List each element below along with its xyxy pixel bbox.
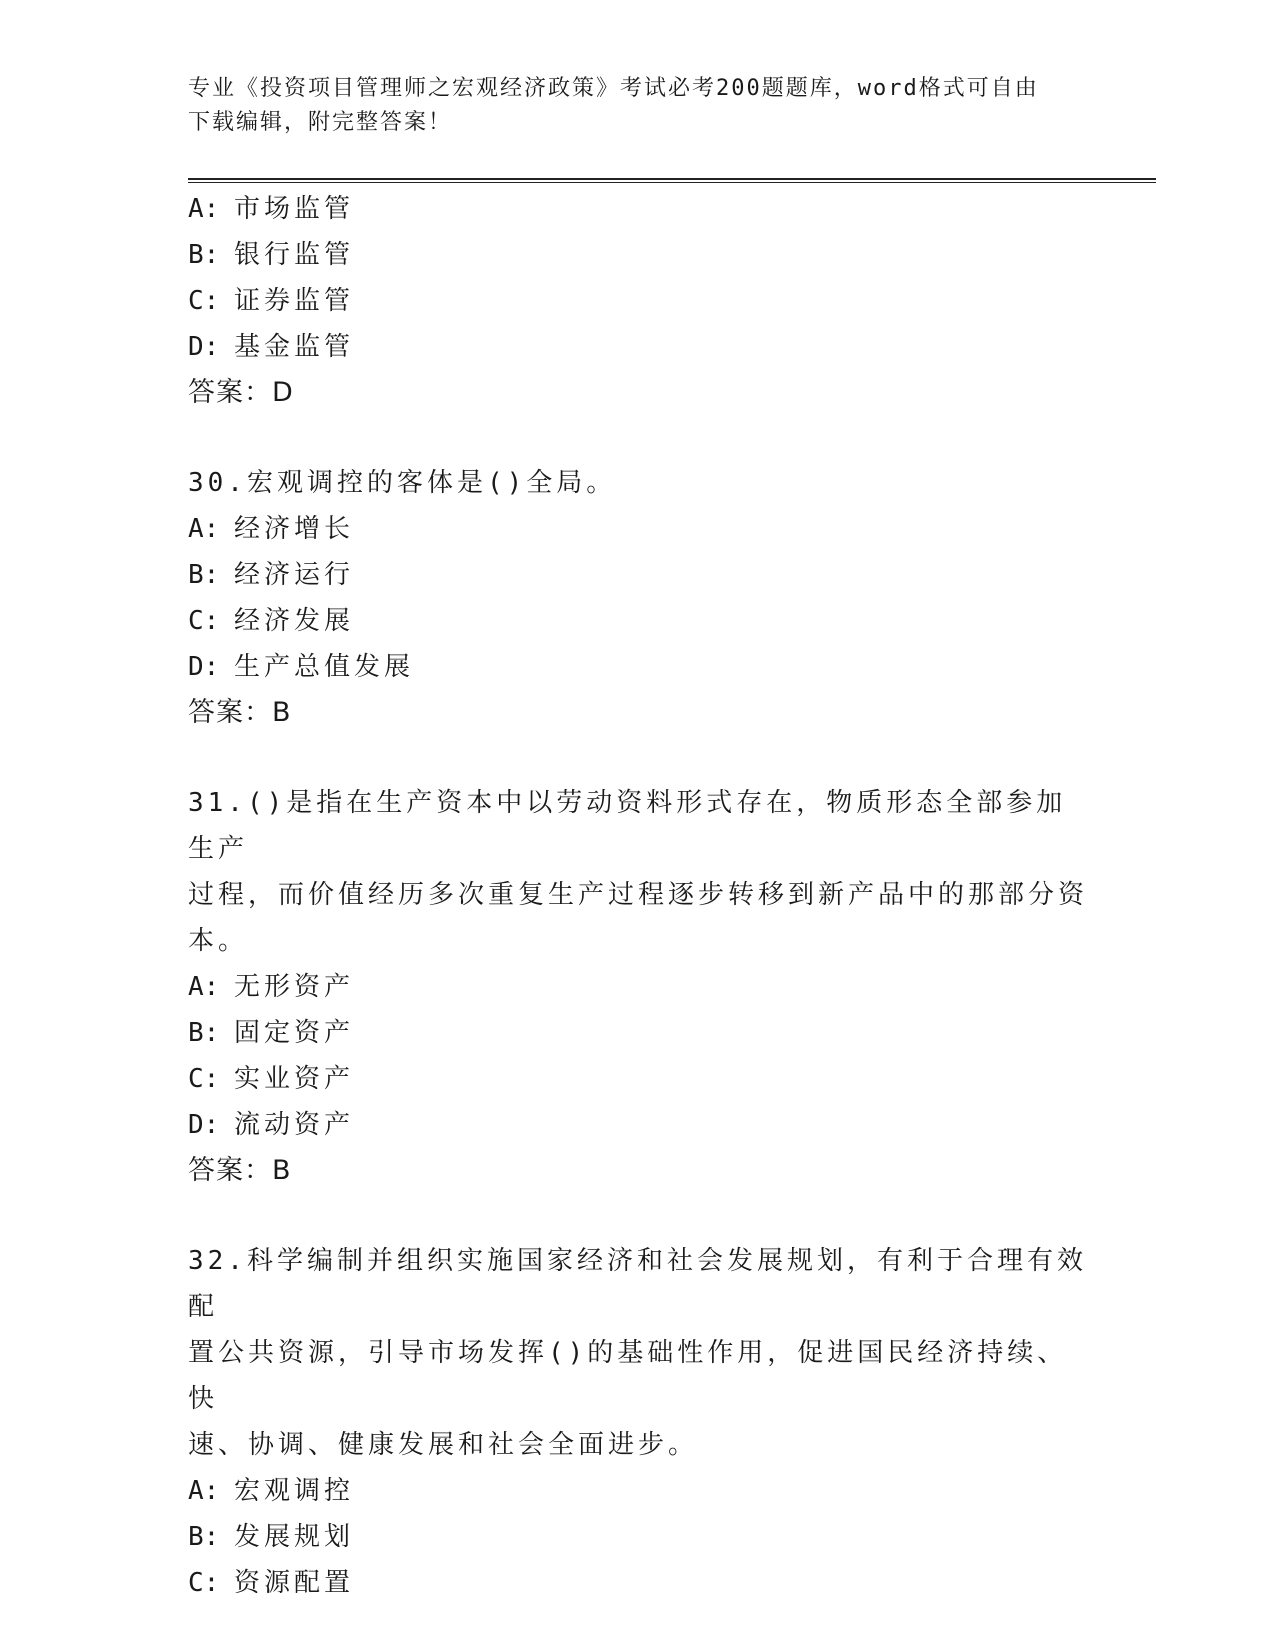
option-letter: B: [188,240,220,270]
stem-line: 速、协调、健康发展和社会全面进步。 [188,1430,699,1460]
answer: 答案：D [188,377,294,408]
question-29 [188,186,1088,416]
option-text: 生产总值发展 [234,652,415,682]
stem-line: 本。 [188,926,249,956]
option-text: 流动资产 [234,1110,355,1140]
question-stem [188,1238,1088,1468]
spacer [188,736,1088,780]
header-divider [188,178,1156,183]
option-a [188,186,1088,232]
option-letter: A: [188,972,220,1002]
option-b [188,232,1088,278]
option-text: 资源配置 [234,1568,355,1598]
option-text: 经济运行 [234,560,355,590]
answer: 答案：B [188,1155,292,1186]
option-text: 经济发展 [234,606,355,636]
option-letter: B: [188,1522,220,1552]
stem-line: 32.科学编制并组织实施国家经济和社会发展规划，有利于合理有效配 [188,1246,1087,1322]
option-text: 发展规划 [234,1522,355,1552]
option-b [188,1514,1088,1560]
option-letter: A: [188,514,220,544]
stem-line: 31.()是指在生产资本中以劳动资料形式存在，物质形态全部参加生产 [188,788,1067,864]
question-list [188,186,1088,1606]
stem-line: 过程，而价值经历多次重复生产过程逐步转移到新产品中的那部分资 [188,880,1089,910]
option-b [188,1010,1088,1056]
header-line-1: 专业《投资项目管理师之宏观经济政策》考试必考200题题库，word格式可自由 [188,76,1039,101]
option-letter: B: [188,1018,220,1048]
option-letter: C: [188,1064,220,1094]
option-letter: D: [188,652,220,682]
header-line-2: 下载编辑，附完整答案！ [188,110,453,135]
option-letter: C: [188,286,220,316]
option-text: 经济增长 [234,514,355,544]
option-text: 无形资产 [234,972,355,1002]
option-c [188,598,1088,644]
option-text: 市场监管 [234,194,355,224]
document-header [188,72,1088,140]
option-letter: D: [188,1110,220,1140]
option-d [188,644,1088,690]
option-b [188,552,1088,598]
stem-line: 置公共资源，引导市场发挥()的基础性作用，促进国民经济持续、快 [188,1338,1068,1414]
question-30 [188,460,1088,736]
option-text: 基金监管 [234,332,355,362]
option-text: 宏观调控 [234,1476,355,1506]
option-text: 实业资产 [234,1064,355,1094]
option-d [188,1102,1088,1148]
question-stem [188,780,1088,964]
option-letter: B: [188,560,220,590]
option-text: 证券监管 [234,286,355,316]
option-c [188,1560,1088,1606]
option-a [188,964,1088,1010]
option-d [188,324,1088,370]
question-31 [188,780,1088,1194]
option-c [188,278,1088,324]
option-letter: D: [188,332,220,362]
question-stem: 30.宏观调控的客体是()全局。 [188,468,617,498]
question-32 [188,1238,1088,1606]
option-a [188,506,1088,552]
option-text: 银行监管 [234,240,355,270]
option-letter: C: [188,1568,220,1598]
option-letter: A: [188,194,220,224]
option-a [188,1468,1088,1514]
option-letter: A: [188,1476,220,1506]
spacer [188,1194,1088,1238]
option-text: 固定资产 [234,1018,355,1048]
spacer [188,416,1088,460]
option-letter: C: [188,606,220,636]
option-c [188,1056,1088,1102]
answer: 答案：B [188,697,292,728]
